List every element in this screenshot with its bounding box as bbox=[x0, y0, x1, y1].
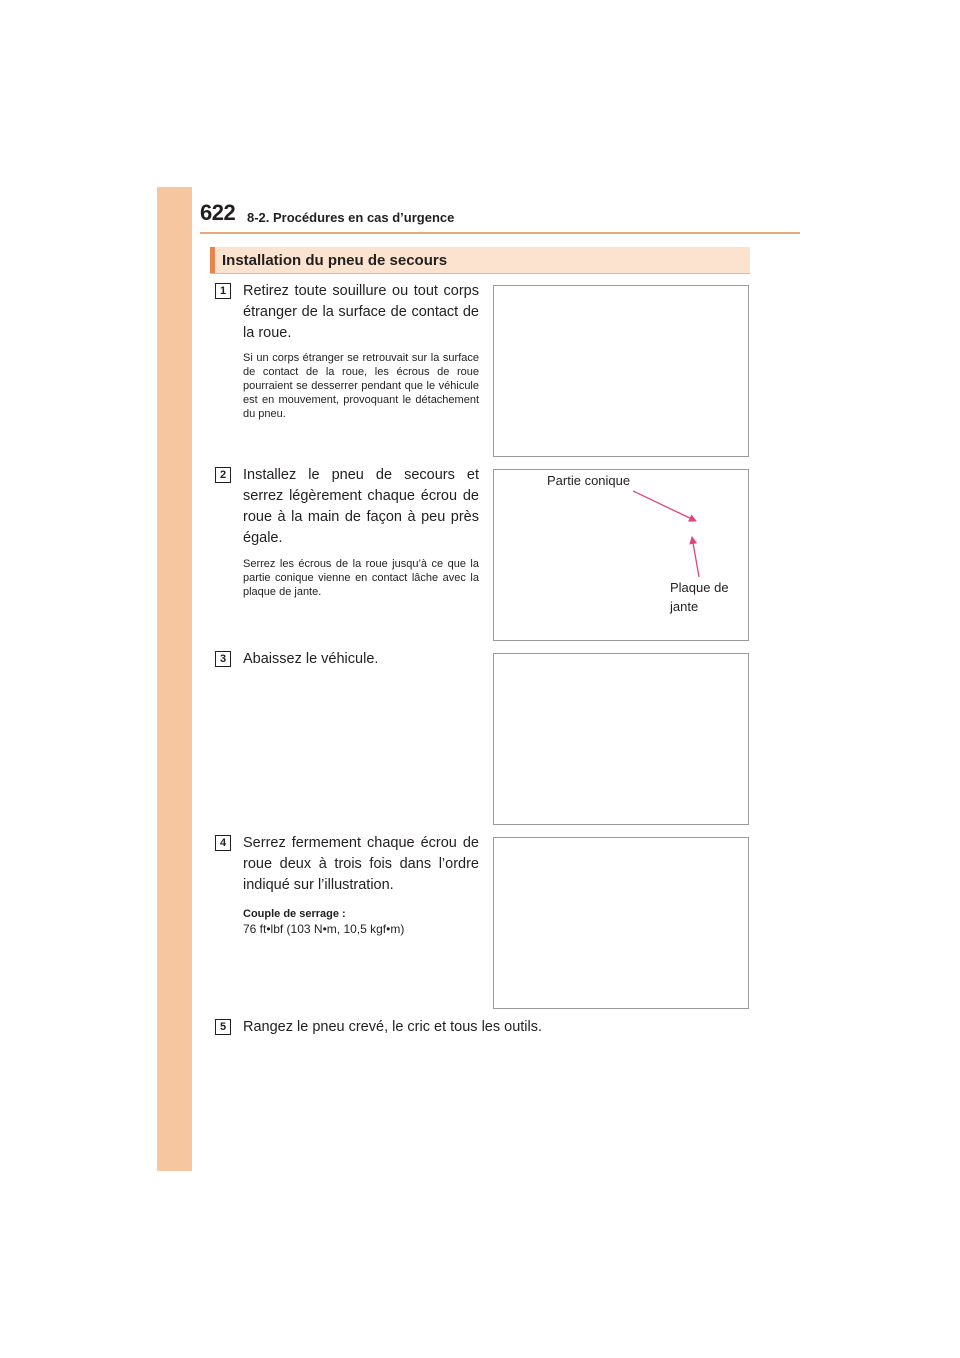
section-title: Installation du pneu de secours bbox=[222, 252, 448, 269]
tapered-part-arrow bbox=[633, 491, 696, 521]
step-number-badge: 3 bbox=[215, 651, 231, 667]
tapered-part-label: Partie conique bbox=[547, 473, 631, 488]
wheel-plate-arrow bbox=[692, 537, 699, 577]
step-instruction: Serrez fermement chaque écrou de roue deux à trois fois dans l’ordre indiqué sur l’illustration. bbox=[243, 835, 479, 893]
step-number-badge: 1 bbox=[215, 283, 231, 299]
torque-value: 76 ft•lbf (103 N•m, 10,5 kgf•m) bbox=[243, 922, 405, 936]
wheel-plate-label-line1: Plaque de bbox=[670, 580, 729, 595]
step-instruction: Retirez toute souillure ou tout corps étranger de la surface de contact de la roue. bbox=[243, 283, 479, 341]
chapter-title: 8-2. Procédures en cas d’urgence bbox=[247, 210, 455, 225]
wheel-plate-label-line2: jante bbox=[670, 599, 699, 614]
torque-label: Couple de serrage : bbox=[243, 908, 346, 920]
step-4-illustration bbox=[493, 837, 749, 1009]
step-instruction: Rangez le pneu crevé, le cric et tous les outils. bbox=[243, 1019, 543, 1035]
page-number: 622 bbox=[200, 200, 236, 225]
step-number-badge: 5 bbox=[215, 1019, 231, 1035]
step-note: Si un corps étranger se retrouvait sur la surface de contact de la roue, les écrous de roue pourraient se desserrer pendant que le véhicule est en mouvement, provoquant le détachement du pneu. bbox=[243, 352, 479, 420]
step-3-illustration bbox=[493, 653, 749, 825]
step-instruction: Installez le pneu de secours et serrez légèrement chaque écrou de roue à la main de façon à peu près égale. bbox=[243, 467, 479, 546]
step-number-badge: 2 bbox=[215, 467, 231, 483]
step-number-badge: 4 bbox=[215, 835, 231, 851]
step-note: Serrez les écrous de la roue jusqu’à ce que la partie conique vienne en contact lâche avec la plaque de jante. bbox=[243, 558, 479, 598]
step-instruction: Abaissez le véhicule. bbox=[243, 651, 379, 667]
